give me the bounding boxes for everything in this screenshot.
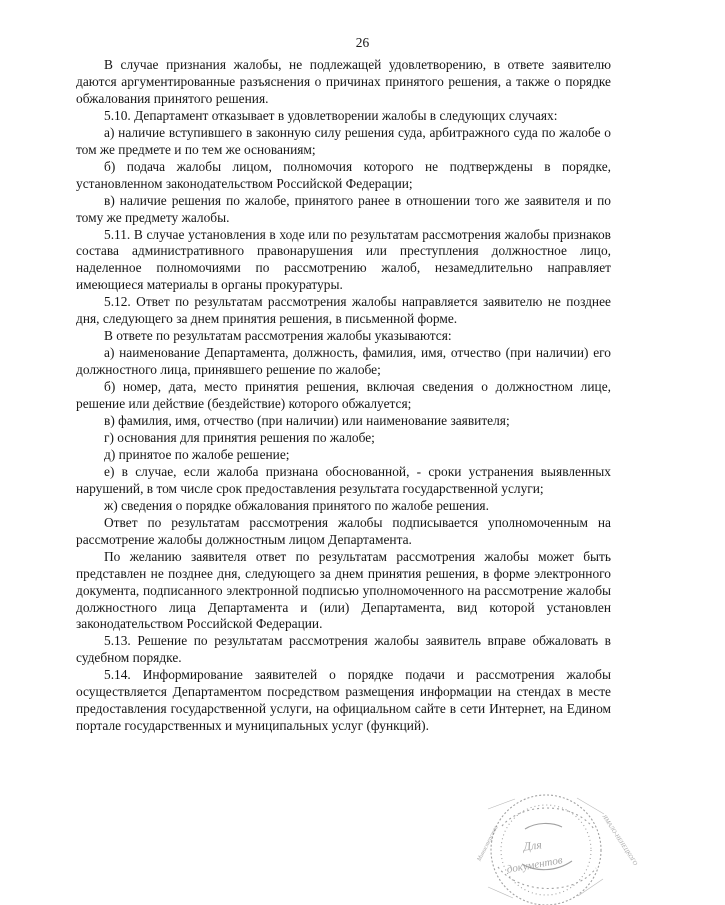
list-item-5-10-b: б) подача жалобы лицом, полномочия которого не подтверждены в порядке, установленном законодательством Российской Федерации; <box>76 158 611 191</box>
paragraph-5-11: 5.11. В случае установления в ходе или по результатам рассмотрения жалобы признаков состава административного правонарушения или преступления должностное лицо, наделенное полномочиями по рассмотрению жалоб, незамедлительно направляет имеющиеся материалы в органы прокуратуры. <box>76 226 611 293</box>
paragraph-electronic-answer: По желанию заявителя ответ по результатам рассмотрения жалобы может быть представлен не позднее дня, следующего за днем принятия решения, в форме электронного документа, подписанного электронной подписью уполномоченного на рассмотрение жалобы должностного лица Департамента и (или) Департамента, вид которой установлен законодательством Российской Федерации. <box>76 548 611 632</box>
svg-text:Для: Для <box>522 837 543 854</box>
list-item-5-10-v: в) наличие решения по жалобе, принятого ранее в отношении того же заявителя и по тому же предмету жалобы. <box>76 192 611 225</box>
paragraph-answer-contents: В ответе по результатам рассмотрения жалобы указываются: <box>104 328 452 344</box>
document-body <box>76 57 611 735</box>
list-item-answer-a: а) наименование Департамента, должность, фамилия, имя, отчество (при наличии) его должностного лица, принявшего решение по жалобе; <box>76 345 611 378</box>
list-item-answer-b: б) номер, дата, место принятия решения, включая сведения о должностном лице, решение или действие (бездействие) которого обжалуется; <box>76 379 611 412</box>
svg-text:документов: документов <box>505 854 564 876</box>
svg-text:ЯМАЛО-НЕНЕЦКОГО: ЯМАЛО-НЕНЕЦКОГО <box>600 814 638 867</box>
list-item-answer-v: в) фамилия, имя, отчество (при наличии) или наименование заявителя; <box>104 413 510 429</box>
list-item-answer-e: е) в случае, если жалоба признана обоснованной, - сроки устранения выявленных нарушений, в том числе срок предоставления результата государственной услуги; <box>76 463 611 496</box>
list-item-answer-zh: ж) сведения о порядке обжалования принятого по жалобе решения. <box>104 497 489 513</box>
page-number: 26 <box>355 35 370 50</box>
list-item-answer-d: д) принятое по жалобе решение; <box>104 446 290 462</box>
document-stamp-icon <box>470 784 638 902</box>
paragraph-5-10: 5.10. Департамент отказывает в удовлетворении жалобы в следующих случаях: <box>104 107 558 123</box>
paragraph-5-13: 5.13. Решение по результатам рассмотрения жалобы заявитель вправе обжаловать в судебном порядке. <box>76 633 611 666</box>
paragraph-5-14: 5.14. Информирование заявителей о порядке подачи и рассмотрения жалобы осуществляется Департаментом посредством размещения информации на стендах в месте предоставления государственной услуги, на официальном сайте в сети Интернет, на Едином портале государственных и муниципальных услуг (функций). <box>76 667 611 734</box>
list-item-answer-g: г) основания для принятия решения по жалобе; <box>104 429 375 445</box>
list-item-5-10-a: а) наличие вступившего в законную силу решения суда, арбитражного суда по жалобе о том же предмете и по тем же основаниям; <box>76 124 611 157</box>
paragraph-5-12: 5.12. Ответ по результатам рассмотрения жалобы направляется заявителю не позднее дня, следующего за днем принятия решения, в письменной форме. <box>76 294 611 327</box>
paragraph-answer-signature: Ответ по результатам рассмотрения жалобы подписывается уполномоченным на рассмотрение жалобы должностным лицом Департамента. <box>76 514 611 547</box>
paragraph-rejection-explanation: В случае признания жалобы, не подлежащей удовлетворению, в ответе заявителю даются аргументированные разъяснения о причинах принятого решения, а также о порядке обжалования принятого решения. <box>76 57 611 106</box>
svg-text:Министерство: Министерство <box>476 824 500 863</box>
